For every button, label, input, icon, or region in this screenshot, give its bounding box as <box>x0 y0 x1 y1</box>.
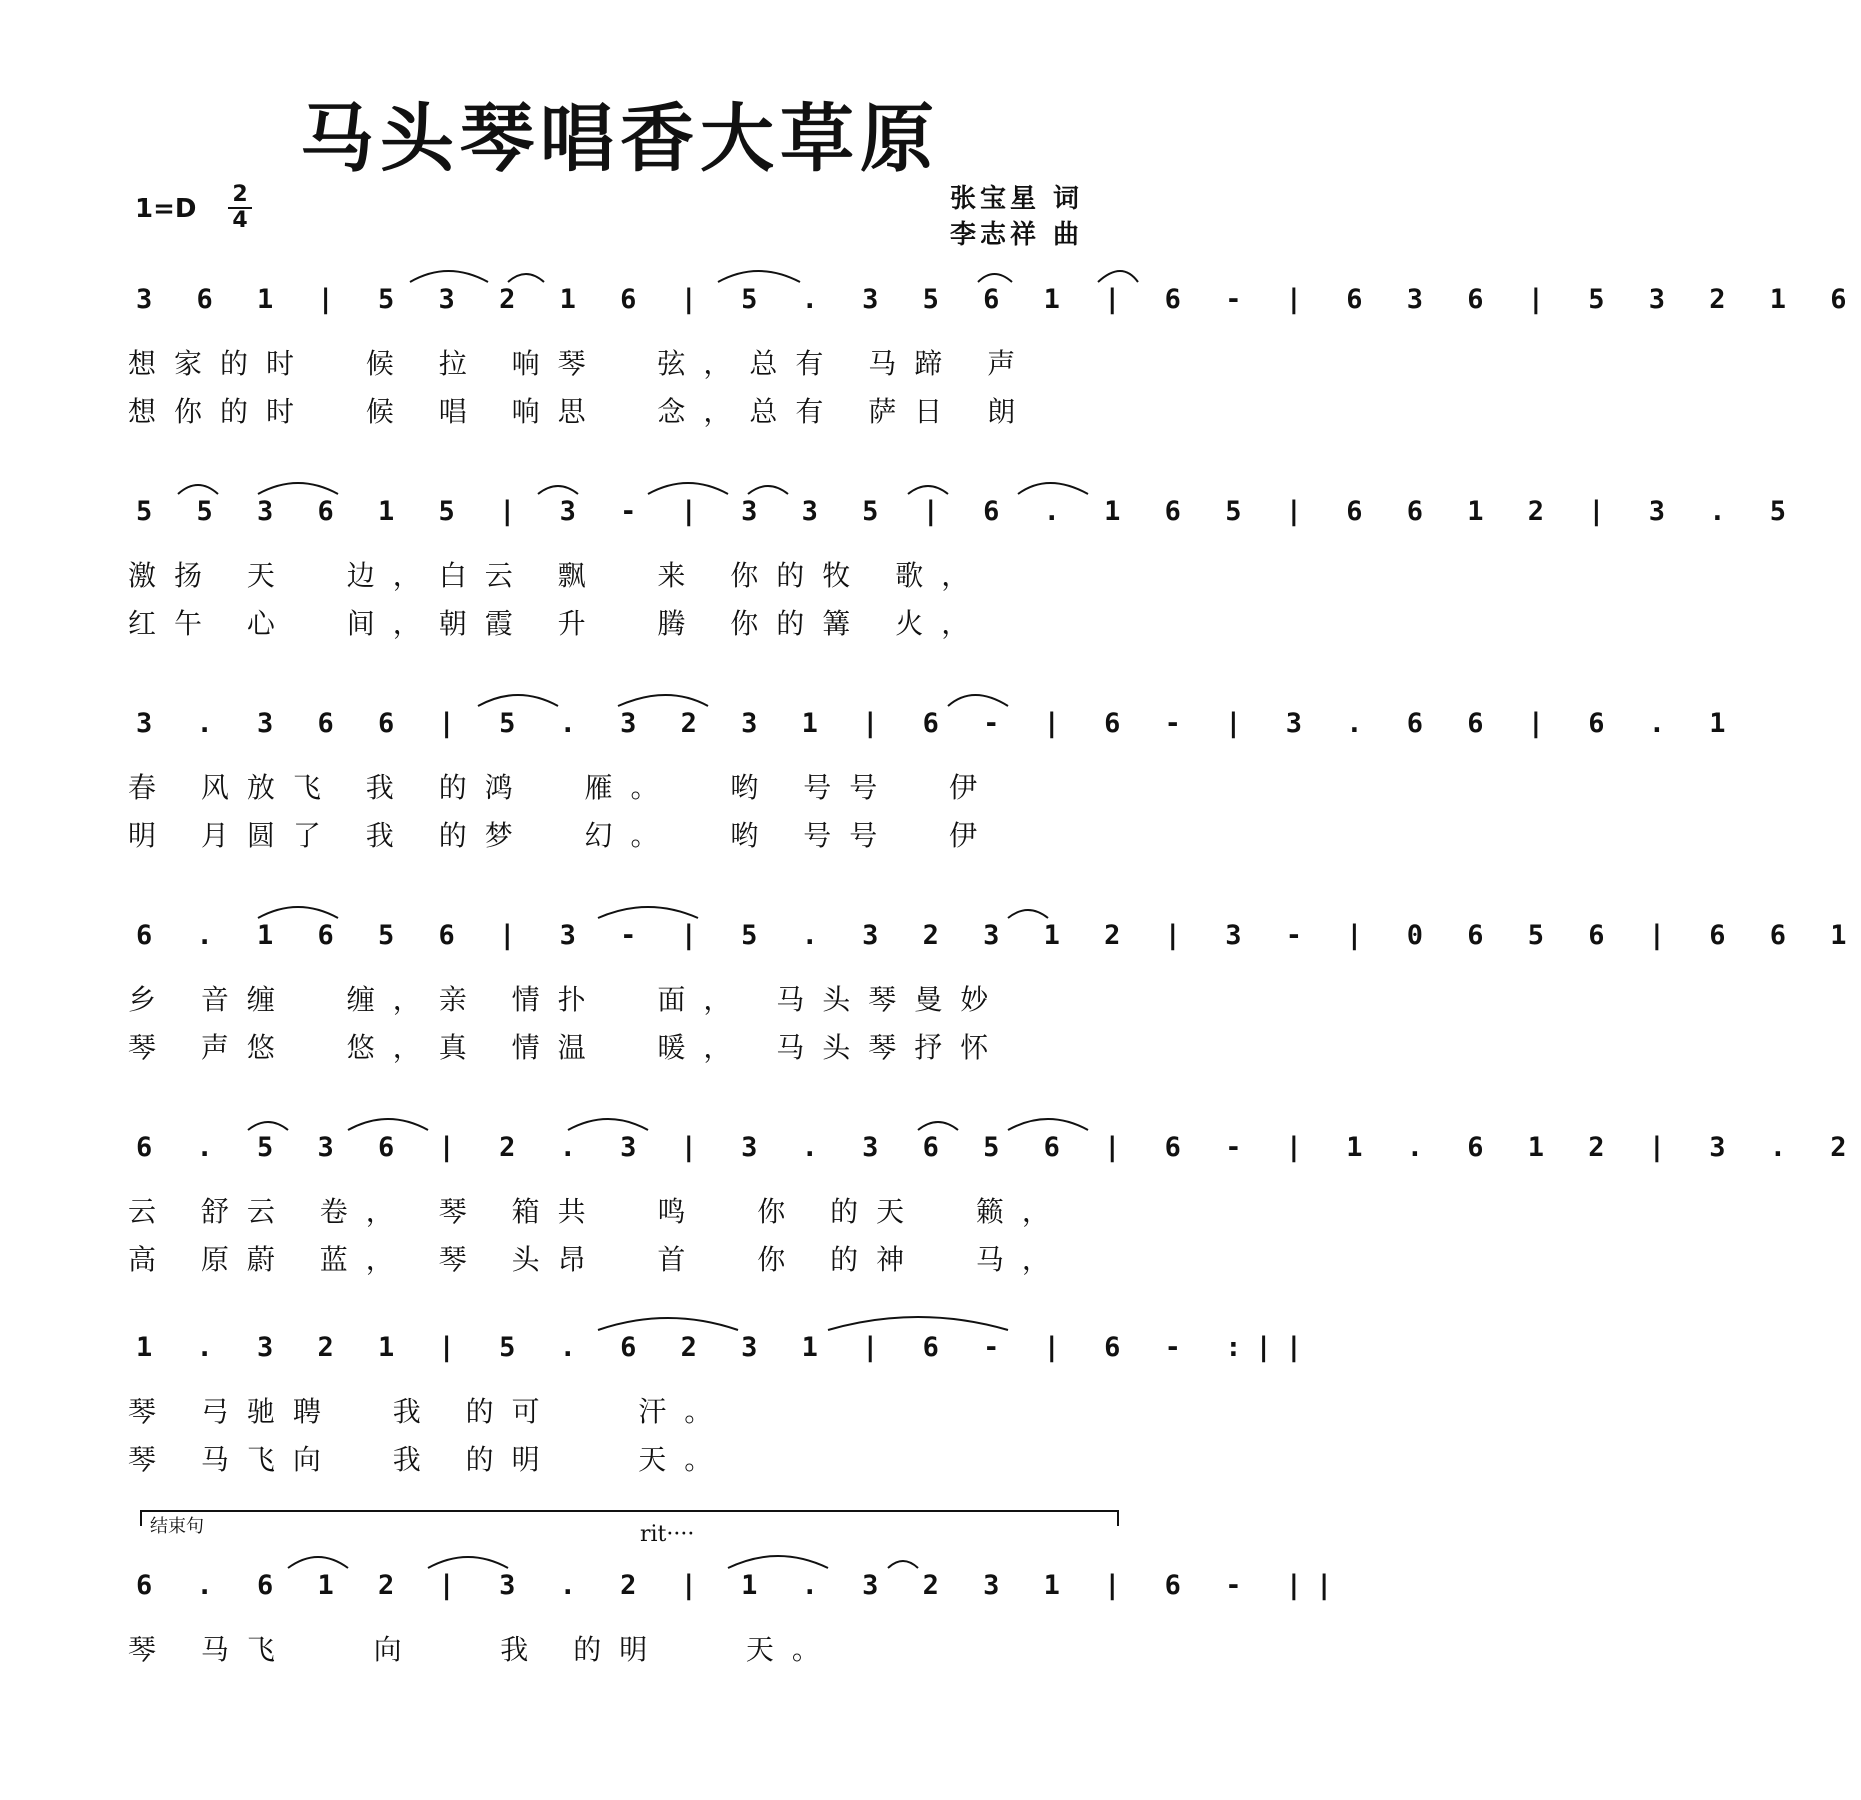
score-system-3 <box>128 686 1740 916</box>
notes-text: 6 . 1 6 5 6 | 3 - | 5 . 3 2 3 1 2 | 3 - | 0 6 5 6 | 6 6 1 <box>136 920 1861 951</box>
notation-line <box>128 1110 1861 1174</box>
tempo-marking: rit···· <box>640 1522 695 1547</box>
lyrics-verse-1: 琴 马飞 向 我 的明 天。 <box>128 1633 838 1666</box>
lyrics-verse-1: 乡 音缠 缠，亲 情扑 面， 马头琴曼妙 <box>128 983 1007 1016</box>
score-system-6 <box>128 1310 1316 1540</box>
time-denominator: 4 <box>232 208 248 233</box>
score-system-coda <box>128 1548 1347 1778</box>
time-numerator: 2 <box>232 182 248 207</box>
notes-text: 3 6 1 | 5 3 2 1 6 | 5 . 3 5 6 1 | 6 - | 6 3 6 | 5 3 2 1 6 <box>136 284 1861 315</box>
score-system-2 <box>128 474 1801 704</box>
time-signature <box>228 184 252 232</box>
lyrics-verse-2: 琴 声悠 悠，真 情温 暖， 马头琴抒怀 <box>128 1031 1007 1064</box>
score-system-5 <box>128 1110 1861 1340</box>
score-system-4 <box>128 898 1861 1128</box>
lyricist-credit: 张宝星 词 <box>950 184 1084 214</box>
composer-credit: 李志祥 曲 <box>950 220 1084 250</box>
lyrics-verse-2: 明 月圆了 我 的梦 幻。 哟 号号 伊 <box>128 819 996 852</box>
notes-text: 6 . 6 1 2 | 3 . 2 | 1 . 3 2 3 1 | 6 - || <box>136 1570 1347 1601</box>
coda-label: 结束句 <box>150 1516 204 1537</box>
notation-line <box>128 1548 1347 1612</box>
lyrics-verse-1: 云 舒云 卷， 琴 箱共 鸣 你 的天 籁， <box>128 1195 1068 1228</box>
score-system-1 <box>128 262 1861 492</box>
coda-bracket <box>140 1510 1119 1526</box>
notes-text: 5 5 3 6 1 5 | 3 - | 3 3 5 | 6 . 1 6 5 | 6 6 1 2 | 3 . 5 <box>136 496 1801 527</box>
lyrics-verse-2: 高 原蔚 蓝， 琴 头昂 首 你 的神 马， <box>128 1243 1068 1276</box>
lyrics-verse-2: 想你的时 候 唱 响思 念，总有 萨日 朗 <box>128 395 1034 428</box>
song-title: 马头琴唱香大草原 <box>300 96 940 182</box>
notation-line <box>128 474 1801 538</box>
notes-text: 6 . 5 3 6 | 2 . 3 | 3 . 3 6 5 6 | 6 - | 1 . 6 1 2 | 3 . 2 <box>136 1132 1861 1163</box>
lyrics-verse-1: 春 风放飞 我 的鸿 雁。 哟 号号 伊 <box>128 771 996 804</box>
notation-line <box>128 686 1740 750</box>
lyrics-verse-1: 激扬 天 边，白云 飘 来 你的牧 歌， <box>128 559 988 592</box>
notation-line <box>128 262 1861 326</box>
notation-line <box>128 898 1861 962</box>
lyrics-verse-2: 琴 马飞向 我 的明 天。 <box>128 1443 731 1476</box>
notes-text: 1 . 3 2 1 | 5 . 6 2 3 1 | 6 - | 6 - :|| <box>136 1332 1316 1363</box>
lyrics-verse-2: 红午 心 间，朝霞 升 腾 你的篝 火， <box>128 607 988 640</box>
lyrics-verse-1: 琴 弓驰聘 我 的可 汗。 <box>128 1395 731 1428</box>
lyrics-verse-1: 想家的时 候 拉 响琴 弦，总有 马蹄 声 <box>128 347 1034 380</box>
notation-line <box>128 1310 1316 1374</box>
notes-text: 3 . 3 6 6 | 5 . 3 2 3 1 | 6 - | 6 - | 3 . 6 6 | 6 . 1 <box>136 708 1740 739</box>
key-signature: 1=D <box>135 194 197 224</box>
